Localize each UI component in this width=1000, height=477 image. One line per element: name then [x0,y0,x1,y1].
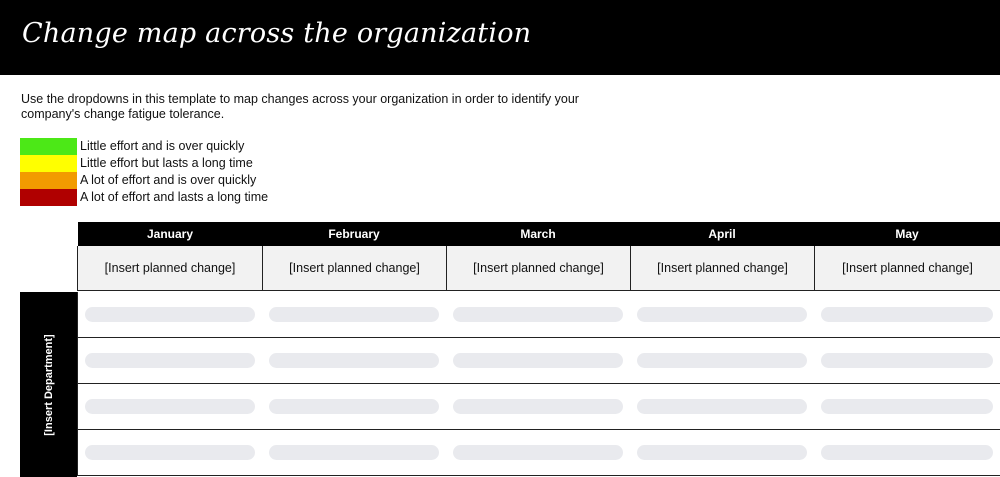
grid-cell-may-row-3 [814,384,1000,430]
legend-swatch-yellow [20,155,77,172]
grid-cell-april-row-3 [630,384,815,430]
grid-cell-may-row-2 [814,338,1000,384]
legend-swatch-green [20,138,77,155]
grid-cell-march-row-2 [446,338,631,384]
planned-change-january[interactable]: [Insert planned change] [77,246,263,291]
planned-change-march[interactable]: [Insert planned change] [446,246,631,291]
month-header-may: May [814,222,1000,246]
effort-dropdown[interactable] [637,353,807,368]
legend-swatch-orange [20,172,77,189]
grid-cell-march-row-1 [446,292,631,338]
grid-cell-january-row-2 [77,338,263,384]
effort-dropdown[interactable] [821,399,993,414]
month-header-january: January [78,222,263,246]
grid-cell-january-row-3 [77,384,263,430]
grid-cell-february-row-2 [262,338,447,384]
intro-line-2: company's change fatigue tolerance. [21,107,225,121]
intro-text [21,92,621,122]
grid-cell-april-row-4 [630,430,815,476]
department-cell[interactable] [20,292,77,477]
grid-cell-april-row-2 [630,338,815,384]
grid-cell-march-row-4 [446,430,631,476]
grid-cell-may-row-1 [814,292,1000,338]
planned-change-may[interactable]: [Insert planned change] [814,246,1000,291]
effort-dropdown[interactable] [85,307,255,322]
grid-cell-february-row-1 [262,292,447,338]
effort-dropdown[interactable] [453,353,623,368]
effort-dropdown[interactable] [821,307,993,322]
grid-cell-january-row-1 [77,292,263,338]
grid-cell-may-row-4 [814,430,1000,476]
month-header-march: March [446,222,631,246]
legend-label: Little effort and is over quickly [80,139,245,153]
grid-cell-april-row-1 [630,292,815,338]
legend-label: Little effort but lasts a long time [80,156,253,170]
department-label: [Insert Department] [42,333,55,436]
effort-dropdown[interactable] [85,353,255,368]
effort-dropdown[interactable] [269,399,439,414]
legend-swatch-red [20,189,77,206]
effort-dropdown[interactable] [637,445,807,460]
grid-cell-february-row-4 [262,430,447,476]
planned-change-february[interactable]: [Insert planned change] [262,246,447,291]
grid-cell-january-row-4 [77,430,263,476]
month-header-april: April [630,222,815,246]
legend-label: A lot of effort and lasts a long time [80,190,269,204]
effort-dropdown[interactable] [637,399,807,414]
effort-dropdown[interactable] [637,307,807,322]
page-title: Change map across the organization [22,18,532,49]
effort-dropdown[interactable] [85,399,255,414]
effort-dropdown[interactable] [269,307,439,322]
planned-change-april[interactable]: [Insert planned change] [630,246,815,291]
intro-line-1: Use the dropdowns in this template to map changes across your organization in order to identify your [21,92,579,106]
effort-dropdown[interactable] [453,399,623,414]
effort-dropdown[interactable] [453,445,623,460]
month-header-february: February [262,222,447,246]
effort-dropdown[interactable] [821,353,993,368]
grid-cell-february-row-3 [262,384,447,430]
page-banner [0,0,1000,75]
effort-dropdown[interactable] [269,353,439,368]
effort-dropdown[interactable] [269,445,439,460]
effort-dropdown[interactable] [85,445,255,460]
legend-label: A lot of effort and is over quickly [80,173,257,187]
effort-dropdown[interactable] [453,307,623,322]
grid-cell-march-row-3 [446,384,631,430]
effort-dropdown[interactable] [821,445,993,460]
